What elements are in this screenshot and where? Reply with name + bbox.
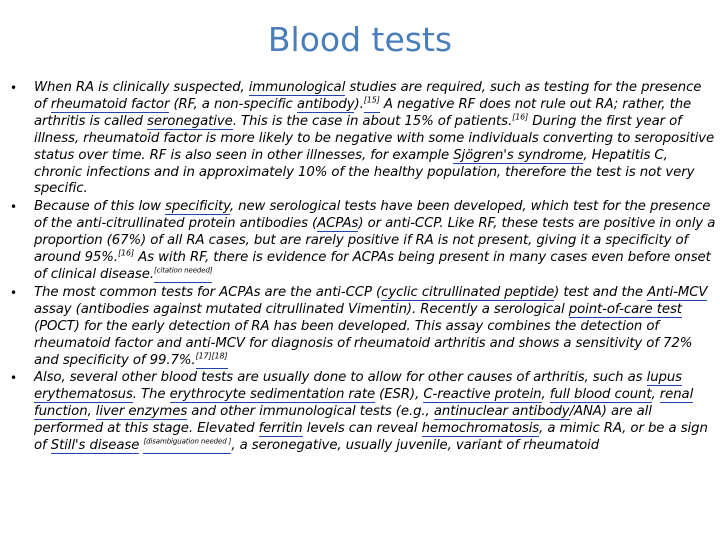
paragraph-text: . This is the case in about 15% of patients. xyxy=(232,113,513,129)
slide-title: Blood tests xyxy=(267,20,453,59)
citation-link[interactable] xyxy=(196,353,228,369)
paragraph-text: ) test and the xyxy=(554,284,648,300)
paragraph-text: As with RF, there is evidence for ACPAs being present in many cases even before onset of clinical disease. xyxy=(34,250,711,282)
paragraph-text: ) or anti-CCP. Like RF, these tests are positive in only a proportion (67%) of all RA cases, but are rarely positive if RA is not present, giving it a specificity of around 95%. xyxy=(34,216,716,266)
paragraph-text: and other immunological tests (e.g., xyxy=(187,404,434,420)
bullet-item xyxy=(10,80,716,198)
paragraph-text: (POCT) for the early detection of RA has been developed. This assay combines the detection of rheumatoid factor and anti-MCV for diagnosis of rheumatoid arthritis and shows a sensitivity of 72% and specificity of 99.7%. xyxy=(34,318,693,368)
citation-text: [16] xyxy=(117,248,134,258)
paragraph-text: When RA is clinically suspected, xyxy=(34,80,249,95)
paragraph-text: The most common tests for ACPAs are the anti-CCP ( xyxy=(34,284,382,300)
wiki-link[interactable]: antinuclear antibody xyxy=(433,404,570,420)
wiki-link[interactable]: C-reactive protein xyxy=(423,387,542,403)
wiki-link[interactable]: cyclic citrullinated peptide xyxy=(381,284,555,300)
paragraph-text: , new serological tests have been developed, which test for the presence of the anti-citrullinated protein antibodies ( xyxy=(34,199,711,232)
citation-link[interactable] xyxy=(143,438,231,454)
paragraph-text: A negative RF does not rule out RA; rather, the arthritis is called xyxy=(34,96,692,129)
wiki-link[interactable]: ferritin xyxy=(258,421,303,437)
paragraph-text: levels can reveal xyxy=(302,421,422,437)
bullet-dot-icon: • xyxy=(10,371,17,386)
wiki-link[interactable]: hemochromatosis xyxy=(421,421,540,437)
wiki-link[interactable]: specificity xyxy=(165,199,230,215)
citation-text: [citation needed] xyxy=(153,266,213,275)
wiki-link[interactable]: point-of-care test xyxy=(568,301,682,317)
paragraph-text: , a seronegative, usually juvenile, variant of rheumatoid xyxy=(231,438,600,454)
wiki-link[interactable]: renal function xyxy=(34,387,694,420)
citation-text: [16] xyxy=(512,112,529,122)
paragraph-text: ). xyxy=(354,96,364,112)
citation-link[interactable] xyxy=(364,97,380,113)
bullet-item xyxy=(10,370,716,455)
bullet-dot-icon: • xyxy=(10,200,17,215)
wiki-link[interactable]: Anti-MCV xyxy=(647,284,708,300)
paragraph-text: , xyxy=(87,404,96,420)
wiki-link[interactable]: immunological xyxy=(248,80,346,95)
citation-text: [17][18] xyxy=(195,351,228,361)
paragraph-text: , xyxy=(651,387,660,403)
bullet-dot-icon: • xyxy=(10,285,17,300)
paragraph-text: . The xyxy=(132,387,170,403)
paragraph-text: (ESR), xyxy=(375,387,424,403)
bullet-list xyxy=(10,80,716,455)
paragraph-text: During the first year of illness, rheumatoid factor is more likely to be negative with some individuals converting to seropositive status over time. RF is also seen in other illnesses, for example xyxy=(34,113,715,163)
wiki-link[interactable]: antibody xyxy=(296,96,355,112)
wiki-link[interactable]: seronegative xyxy=(147,113,233,129)
wiki-link[interactable]: ACPAs xyxy=(317,216,359,232)
wiki-link[interactable]: Still's disease xyxy=(50,438,140,454)
paragraph-text: , a mimic RA, or be a sign of xyxy=(34,421,708,454)
paragraph-text: (RF, a non-specific xyxy=(169,96,297,112)
citation-text: [disambiguation needed ] xyxy=(143,437,232,446)
wiki-link[interactable]: lupus erythematosus xyxy=(34,370,683,403)
paragraph-text: , Hepatitis C, chronic infections and in approximately 10% of the healthy population, therefore the test is not very specific. xyxy=(34,147,695,197)
bullet-item xyxy=(10,199,716,284)
paragraph-text: studies are required, such as testing for the presence of xyxy=(34,80,702,112)
wiki-link[interactable]: full blood count xyxy=(549,387,652,403)
wiki-link[interactable]: Sjögren's syndrome xyxy=(453,147,584,163)
wiki-link[interactable]: erythrocyte sedimentation rate xyxy=(169,387,376,403)
citation-link[interactable] xyxy=(154,267,212,283)
paragraph-text: Because of this low xyxy=(34,199,165,215)
paragraph-text: Also, several other blood tests are usually done to allow for other causes of arthritis, such as xyxy=(34,370,647,386)
citation-text: [15] xyxy=(363,95,380,105)
wiki-link[interactable]: liver enzymes xyxy=(95,404,188,420)
bullet-dot-icon: • xyxy=(10,81,17,95)
wiki-link[interactable]: rheumatoid factor xyxy=(50,96,170,112)
paragraph-text: assay (antibodies against mutated citrullinated Vimentin). Recently a serological xyxy=(34,301,569,317)
paragraph-text: /ANA) are all performed at this stage. Elevated xyxy=(34,404,652,437)
bullet-item xyxy=(10,285,716,370)
paragraph-text: , xyxy=(541,387,550,403)
